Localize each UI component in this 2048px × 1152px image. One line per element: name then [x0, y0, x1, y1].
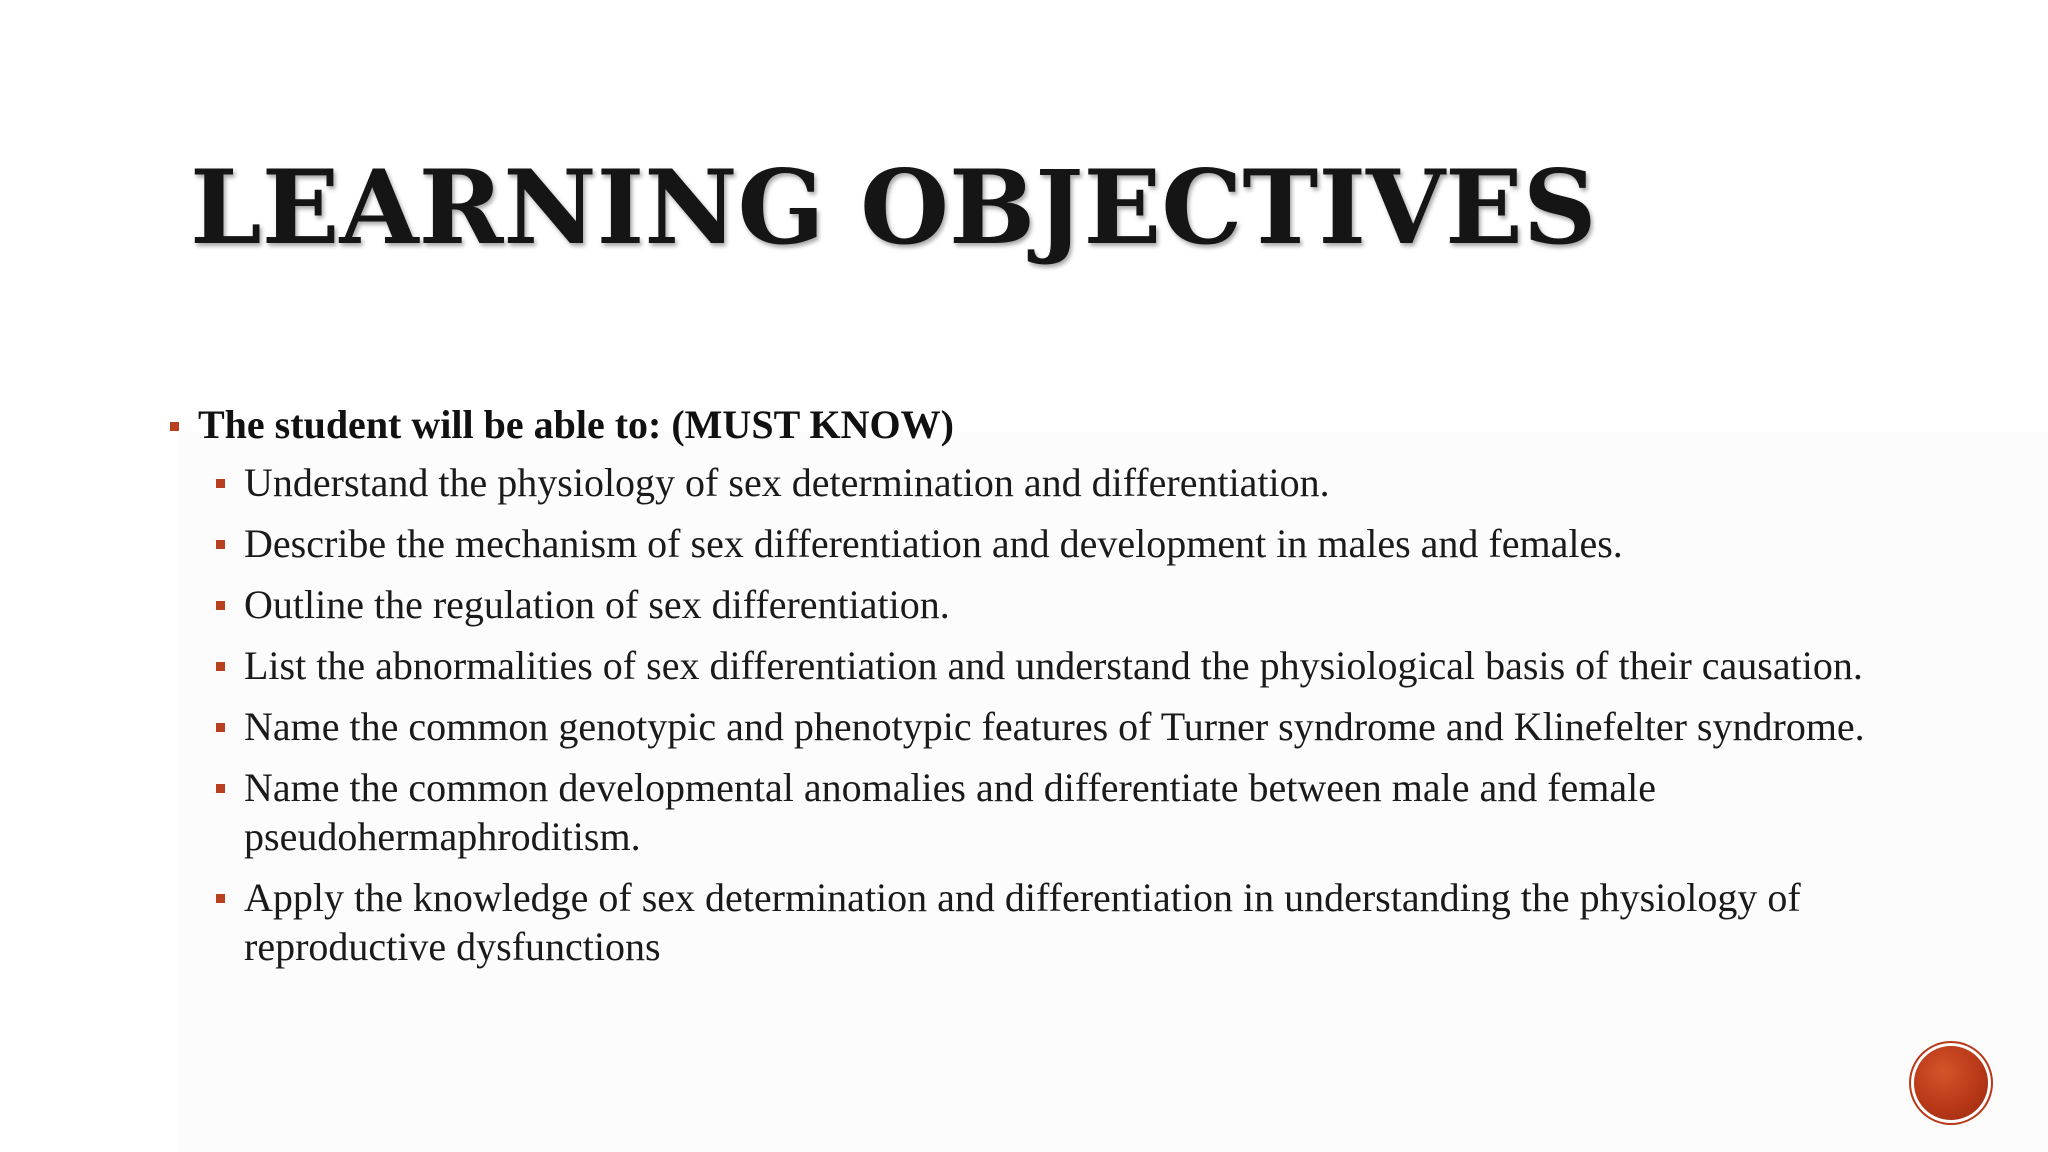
objective-item [244, 580, 1888, 629]
objectives-intro [168, 400, 1888, 450]
square-bullet-icon [216, 540, 225, 549]
objective-text: Outline the regulation of sex differentiation. [244, 582, 950, 627]
square-bullet-icon [170, 422, 179, 431]
objective-text: List the abnormalities of sex differentiation and understand the physiological basis of their causation. [244, 643, 1863, 688]
square-bullet-icon [216, 723, 225, 732]
square-bullet-icon [216, 784, 225, 793]
square-bullet-icon [216, 662, 225, 671]
square-bullet-icon [216, 894, 225, 903]
objective-item [244, 458, 1888, 507]
objective-item [244, 641, 1888, 690]
objective-item [244, 873, 1888, 971]
objective-text: Name the common genotypic and phenotypic features of Turner syndrome and Klinefelter syndrome. [244, 704, 1865, 749]
objective-text: Apply the knowledge of sex determination and differentiation in understanding the physiology of reproductive dysfunctions [244, 875, 1801, 969]
objective-text: Describe the mechanism of sex differentiation and development in males and females. [244, 521, 1623, 566]
objective-item [244, 763, 1888, 861]
objectives-intro-text: The student will be able to: (MUST KNOW) [198, 402, 954, 447]
square-bullet-icon [216, 479, 225, 488]
objective-item [244, 702, 1888, 751]
objective-text: Name the common developmental anomalies and differentiate between male and female pseudohermaphroditism. [244, 765, 1657, 859]
objective-item [244, 519, 1888, 568]
square-bullet-icon [216, 601, 225, 610]
objectives-list [168, 400, 1888, 971]
objective-text: Understand the physiology of sex determination and differentiation. [244, 460, 1330, 505]
slide-title: LEARNING OBJECTIVES [190, 148, 1597, 268]
circle-logo-icon [1914, 1046, 1988, 1120]
